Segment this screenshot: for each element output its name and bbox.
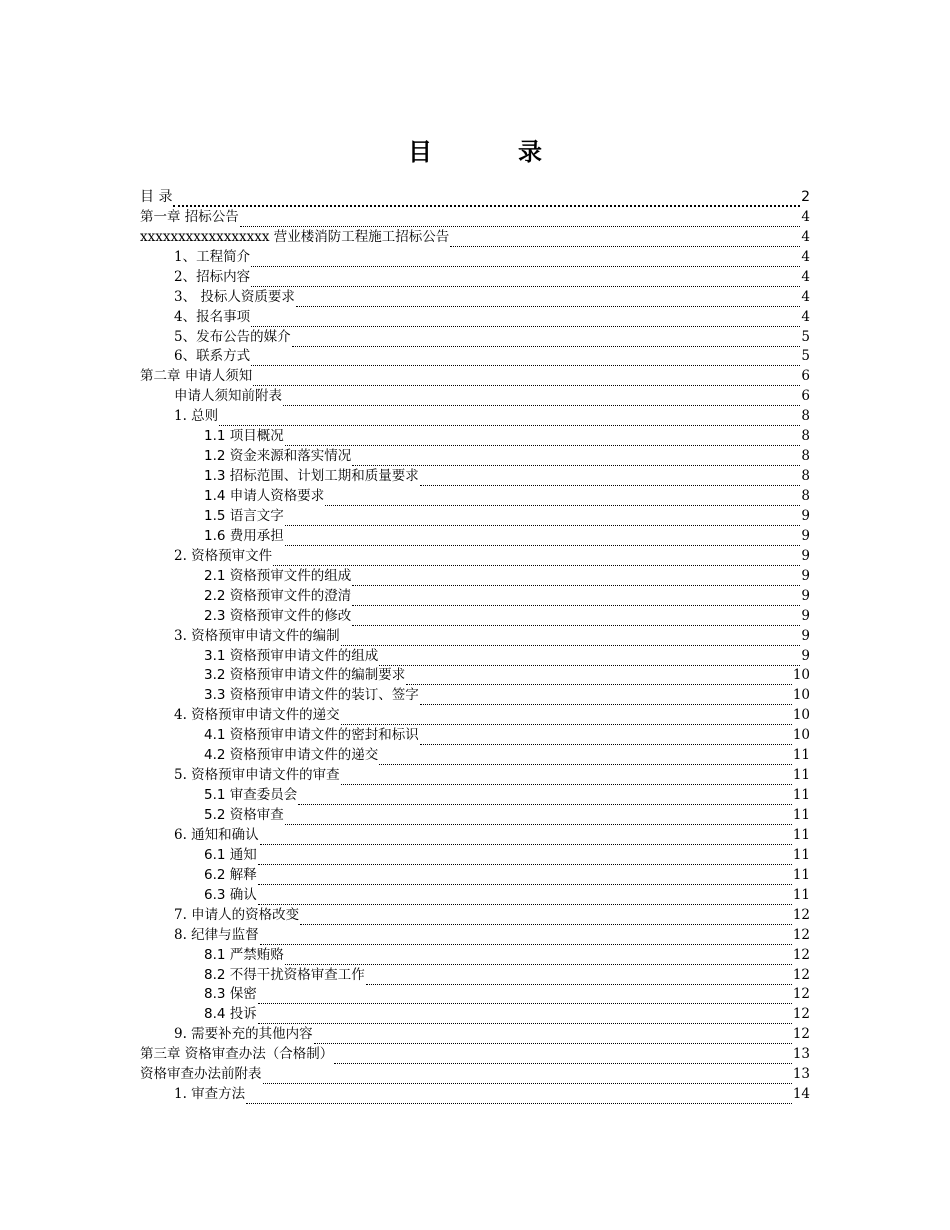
toc-entry-label: 5.2 资格审查 — [204, 807, 284, 824]
toc-entry-label: 8. 纪律与监督 — [174, 926, 259, 943]
toc-entry-page-number: 9 — [801, 587, 810, 604]
toc-entry[interactable] — [140, 587, 810, 607]
toc-entry[interactable] — [140, 1025, 810, 1045]
toc-entry[interactable] — [140, 268, 810, 288]
toc-leader-dots — [173, 192, 800, 207]
toc-entry-page-number: 4 — [801, 308, 810, 325]
toc-entry[interactable] — [140, 1045, 810, 1065]
toc-leader-dots — [406, 671, 792, 685]
title-char-1: 目 — [408, 138, 432, 166]
toc-leader-dots — [219, 412, 800, 426]
toc-entry-label: 8.1 严禁贿赂 — [204, 946, 284, 963]
toc-entry-page-number: 5 — [801, 348, 810, 365]
toc-entry-label: 4、报名事项 — [174, 308, 251, 325]
toc-entry-label: 申请人须知前附表 — [174, 388, 282, 405]
toc-entry-page-number: 14 — [792, 1086, 810, 1103]
toc-entry-label: 8.4 投诉 — [204, 1006, 257, 1023]
toc-entry-page-number: 8 — [801, 488, 810, 505]
toc-entry[interactable] — [140, 766, 810, 786]
toc-entry-label: 4. 资格预审申请文件的递交 — [174, 707, 340, 724]
toc-entry-label: 3. 资格预审申请文件的编制 — [174, 627, 340, 644]
toc-entry-page-number: 2 — [801, 188, 810, 205]
toc-leader-dots — [260, 831, 792, 845]
toc-entry-page-number: 11 — [792, 767, 810, 784]
toc-entry-page-number: 4 — [801, 228, 810, 245]
toc-entry-page-number: 4 — [801, 268, 810, 285]
toc-entry[interactable] — [140, 746, 810, 766]
toc-entry-label: 第一章 招标公告 — [140, 208, 239, 225]
toc-entry[interactable] — [140, 886, 810, 906]
toc-entry-page-number: 9 — [801, 547, 810, 564]
toc-entry-page-number: 12 — [792, 946, 810, 963]
toc-entry[interactable] — [140, 667, 810, 687]
toc-entry[interactable] — [140, 308, 810, 328]
toc-entry-label: 6. 通知和确认 — [174, 826, 259, 843]
toc-entry[interactable] — [140, 866, 810, 886]
toc-entry-page-number: 13 — [792, 1066, 810, 1083]
toc-entry[interactable] — [140, 228, 810, 248]
toc-leader-dots — [292, 333, 801, 347]
toc-entry-page-number: 10 — [792, 727, 810, 744]
toc-entry-label: 1.1 项目概况 — [204, 428, 284, 445]
toc-entry-page-number: 8 — [801, 448, 810, 465]
toc-entry[interactable] — [140, 627, 810, 647]
toc-entry-page-number: 4 — [801, 288, 810, 305]
toc-entry-page-number: 4 — [801, 208, 810, 225]
toc-entry-page-number: 10 — [792, 687, 810, 704]
toc-entry-page-number: 12 — [792, 926, 810, 943]
toc-leader-dots — [285, 512, 801, 526]
toc-entry-label: 2.1 资格预审文件的组成 — [204, 567, 352, 584]
table-of-contents — [140, 188, 810, 1105]
toc-entry-label: 1、工程简介 — [174, 248, 251, 265]
toc-entry-page-number: 6 — [801, 388, 810, 405]
toc-leader-dots — [258, 891, 792, 905]
toc-leader-dots — [263, 1070, 792, 1084]
toc-leader-dots — [352, 572, 800, 586]
toc-leader-dots — [352, 612, 800, 626]
toc-entry-page-number: 8 — [801, 428, 810, 445]
toc-entry-label: 1.2 资金来源和落实情况 — [204, 448, 352, 465]
toc-entry-label: 9. 需要补充的其他内容 — [174, 1026, 313, 1043]
toc-entry[interactable] — [140, 686, 810, 706]
toc-entry-label: 4.1 资格预审申请文件的密封和标识 — [204, 727, 419, 744]
toc-entry-page-number: 11 — [792, 807, 810, 824]
toc-entry-label: 8.2 不得干扰资格审查工作 — [204, 966, 365, 983]
toc-entry-label: 3.1 资格预审申请文件的组成 — [204, 647, 379, 664]
toc-leader-dots — [379, 652, 800, 666]
toc-entry[interactable] — [140, 527, 810, 547]
toc-leader-dots — [258, 990, 792, 1004]
toc-entry[interactable] — [140, 846, 810, 866]
toc-leader-dots — [314, 1030, 792, 1044]
toc-entry-label: 1.3 招标范围、计划工期和质量要求 — [204, 468, 419, 485]
toc-entry-page-number: 13 — [792, 1046, 810, 1063]
toc-entry-label: 7. 申请人的资格改变 — [174, 906, 300, 923]
toc-entry-page-number: 12 — [792, 966, 810, 983]
toc-entry-label: 第二章 申请人须知 — [140, 368, 253, 385]
toc-entry[interactable] — [140, 427, 810, 447]
toc-entry-label: 5. 资格预审申请文件的审查 — [174, 767, 340, 784]
toc-entry-page-number: 9 — [801, 527, 810, 544]
toc-leader-dots — [253, 372, 800, 386]
toc-entry[interactable] — [140, 986, 810, 1006]
toc-entry[interactable] — [140, 906, 810, 926]
toc-entry-page-number: 12 — [792, 1006, 810, 1023]
toc-entry-label: 目 录 — [140, 188, 173, 205]
toc-leader-dots — [325, 492, 800, 506]
toc-entry[interactable] — [140, 1085, 810, 1105]
toc-entry[interactable] — [140, 1005, 810, 1025]
toc-leader-dots — [341, 632, 801, 646]
toc-entry[interactable] — [140, 1065, 810, 1085]
toc-entry-label: 资格审查办法前附表 — [140, 1066, 262, 1083]
toc-leader-dots — [285, 951, 792, 965]
toc-entry[interactable] — [140, 487, 810, 507]
toc-leader-dots — [334, 1050, 792, 1064]
toc-entry[interactable] — [140, 188, 810, 208]
toc-entry[interactable] — [140, 726, 810, 746]
toc-entry-label: 2. 资格预审文件 — [174, 547, 273, 564]
toc-entry[interactable] — [140, 328, 810, 348]
toc-entry[interactable] — [140, 567, 810, 587]
toc-entry-page-number: 11 — [792, 787, 810, 804]
toc-entry[interactable] — [140, 367, 810, 387]
page-title — [0, 132, 950, 167]
toc-leader-dots — [420, 472, 801, 486]
toc-leader-dots — [273, 552, 800, 566]
toc-leader-dots — [251, 253, 800, 267]
toc-entry-page-number: 12 — [792, 906, 810, 923]
toc-entry-label: 1. 总则 — [174, 408, 219, 425]
toc-leader-dots — [251, 273, 800, 287]
toc-entry[interactable] — [140, 547, 810, 567]
toc-entry-page-number: 11 — [792, 886, 810, 903]
toc-leader-dots — [260, 931, 792, 945]
toc-leader-dots — [420, 691, 792, 705]
toc-entry-page-number: 9 — [801, 627, 810, 644]
toc-entry[interactable] — [140, 647, 810, 667]
toc-entry-page-number: 10 — [792, 667, 810, 684]
toc-entry-label: 2、招标内容 — [174, 268, 251, 285]
toc-leader-dots — [285, 432, 801, 446]
toc-entry-label: 第三章 资格审查办法（合格制） — [140, 1046, 334, 1063]
toc-entry-page-number: 11 — [792, 846, 810, 863]
toc-leader-dots — [341, 711, 792, 725]
toc-entry-label: 5、发布公告的媒介 — [174, 328, 291, 345]
toc-leader-dots — [420, 731, 792, 745]
toc-entry[interactable] — [140, 926, 810, 946]
toc-entry-label: 3.3 资格预审申请文件的装订、签字 — [204, 687, 419, 704]
toc-entry-page-number: 6 — [801, 368, 810, 385]
toc-entry-label: 1.5 语言文字 — [204, 507, 284, 524]
toc-entry-page-number: 4 — [801, 248, 810, 265]
toc-entry[interactable] — [140, 248, 810, 268]
toc-leader-dots — [352, 452, 800, 466]
toc-entry-page-number: 11 — [792, 826, 810, 843]
toc-entry-page-number: 8 — [801, 408, 810, 425]
toc-leader-dots — [300, 911, 792, 925]
toc-entry-page-number: 11 — [792, 747, 810, 764]
toc-leader-dots — [258, 1010, 792, 1024]
toc-entry-label: 6.1 通知 — [204, 846, 257, 863]
toc-leader-dots — [285, 532, 801, 546]
toc-leader-dots — [366, 971, 792, 985]
toc-entry[interactable] — [140, 208, 810, 228]
toc-entry-label: 6.2 解释 — [204, 866, 257, 883]
toc-entry[interactable] — [140, 467, 810, 487]
toc-leader-dots — [283, 392, 800, 406]
toc-entry-page-number: 8 — [801, 468, 810, 485]
toc-entry-label: 2.3 资格预审文件的修改 — [204, 607, 352, 624]
toc-entry-label: 1. 审查方法 — [174, 1086, 246, 1103]
toc-entry-label: 2.2 资格预审文件的澄清 — [204, 587, 352, 604]
toc-entry-page-number: 12 — [792, 1026, 810, 1043]
toc-leader-dots — [352, 592, 800, 606]
toc-entry-label: 4.2 资格预审申请文件的递交 — [204, 747, 379, 764]
toc-entry-label: 6、联系方式 — [174, 348, 251, 365]
toc-entry-label: 1.4 申请人资格要求 — [204, 488, 325, 505]
toc-entry-page-number: 9 — [801, 647, 810, 664]
toc-leader-dots — [246, 1090, 792, 1104]
toc-entry[interactable] — [140, 826, 810, 846]
toc-entry[interactable] — [140, 966, 810, 986]
toc-leader-dots — [258, 851, 792, 865]
toc-entry-page-number: 9 — [801, 507, 810, 524]
toc-entry-page-number: 11 — [792, 866, 810, 883]
toc-leader-dots — [298, 791, 792, 805]
toc-entry-page-number: 10 — [792, 707, 810, 724]
toc-entry[interactable] — [140, 407, 810, 427]
toc-entry-label: 6.3 确认 — [204, 886, 257, 903]
toc-entry-label: 3、 投标人资质要求 — [174, 288, 295, 305]
toc-leader-dots — [450, 233, 800, 247]
toc-entry-page-number: 5 — [801, 328, 810, 345]
toc-entry[interactable] — [140, 607, 810, 627]
toc-entry-label: 1.6 费用承担 — [204, 527, 284, 544]
toc-leader-dots — [296, 293, 801, 307]
toc-entry-page-number: 9 — [801, 607, 810, 624]
toc-entry[interactable] — [140, 706, 810, 726]
toc-entry-label: xxxxxxxxxxxxxxxxx 营业楼消防工程施工招标公告 — [140, 228, 450, 245]
toc-leader-dots — [251, 313, 800, 327]
toc-leader-dots — [379, 751, 792, 765]
toc-entry[interactable] — [140, 786, 810, 806]
toc-entry[interactable] — [140, 447, 810, 467]
toc-entry[interactable] — [140, 387, 810, 407]
toc-leader-dots — [258, 871, 792, 885]
toc-leader-dots — [285, 811, 792, 825]
toc-entry-label: 8.3 保密 — [204, 986, 257, 1003]
toc-entry[interactable] — [140, 348, 810, 368]
toc-leader-dots — [251, 352, 800, 366]
toc-entry[interactable] — [140, 507, 810, 527]
toc-leader-dots — [341, 771, 792, 785]
toc-entry-label: 5.1 审查委员会 — [204, 787, 298, 804]
toc-entry[interactable] — [140, 946, 810, 966]
toc-entry[interactable] — [140, 288, 810, 308]
title-char-2: 录 — [518, 138, 542, 166]
toc-entry-page-number: 12 — [792, 986, 810, 1003]
toc-entry-label: 3.2 资格预审申请文件的编制要求 — [204, 667, 406, 684]
toc-entry-page-number: 9 — [801, 567, 810, 584]
toc-entry[interactable] — [140, 806, 810, 826]
toc-leader-dots — [240, 213, 801, 227]
